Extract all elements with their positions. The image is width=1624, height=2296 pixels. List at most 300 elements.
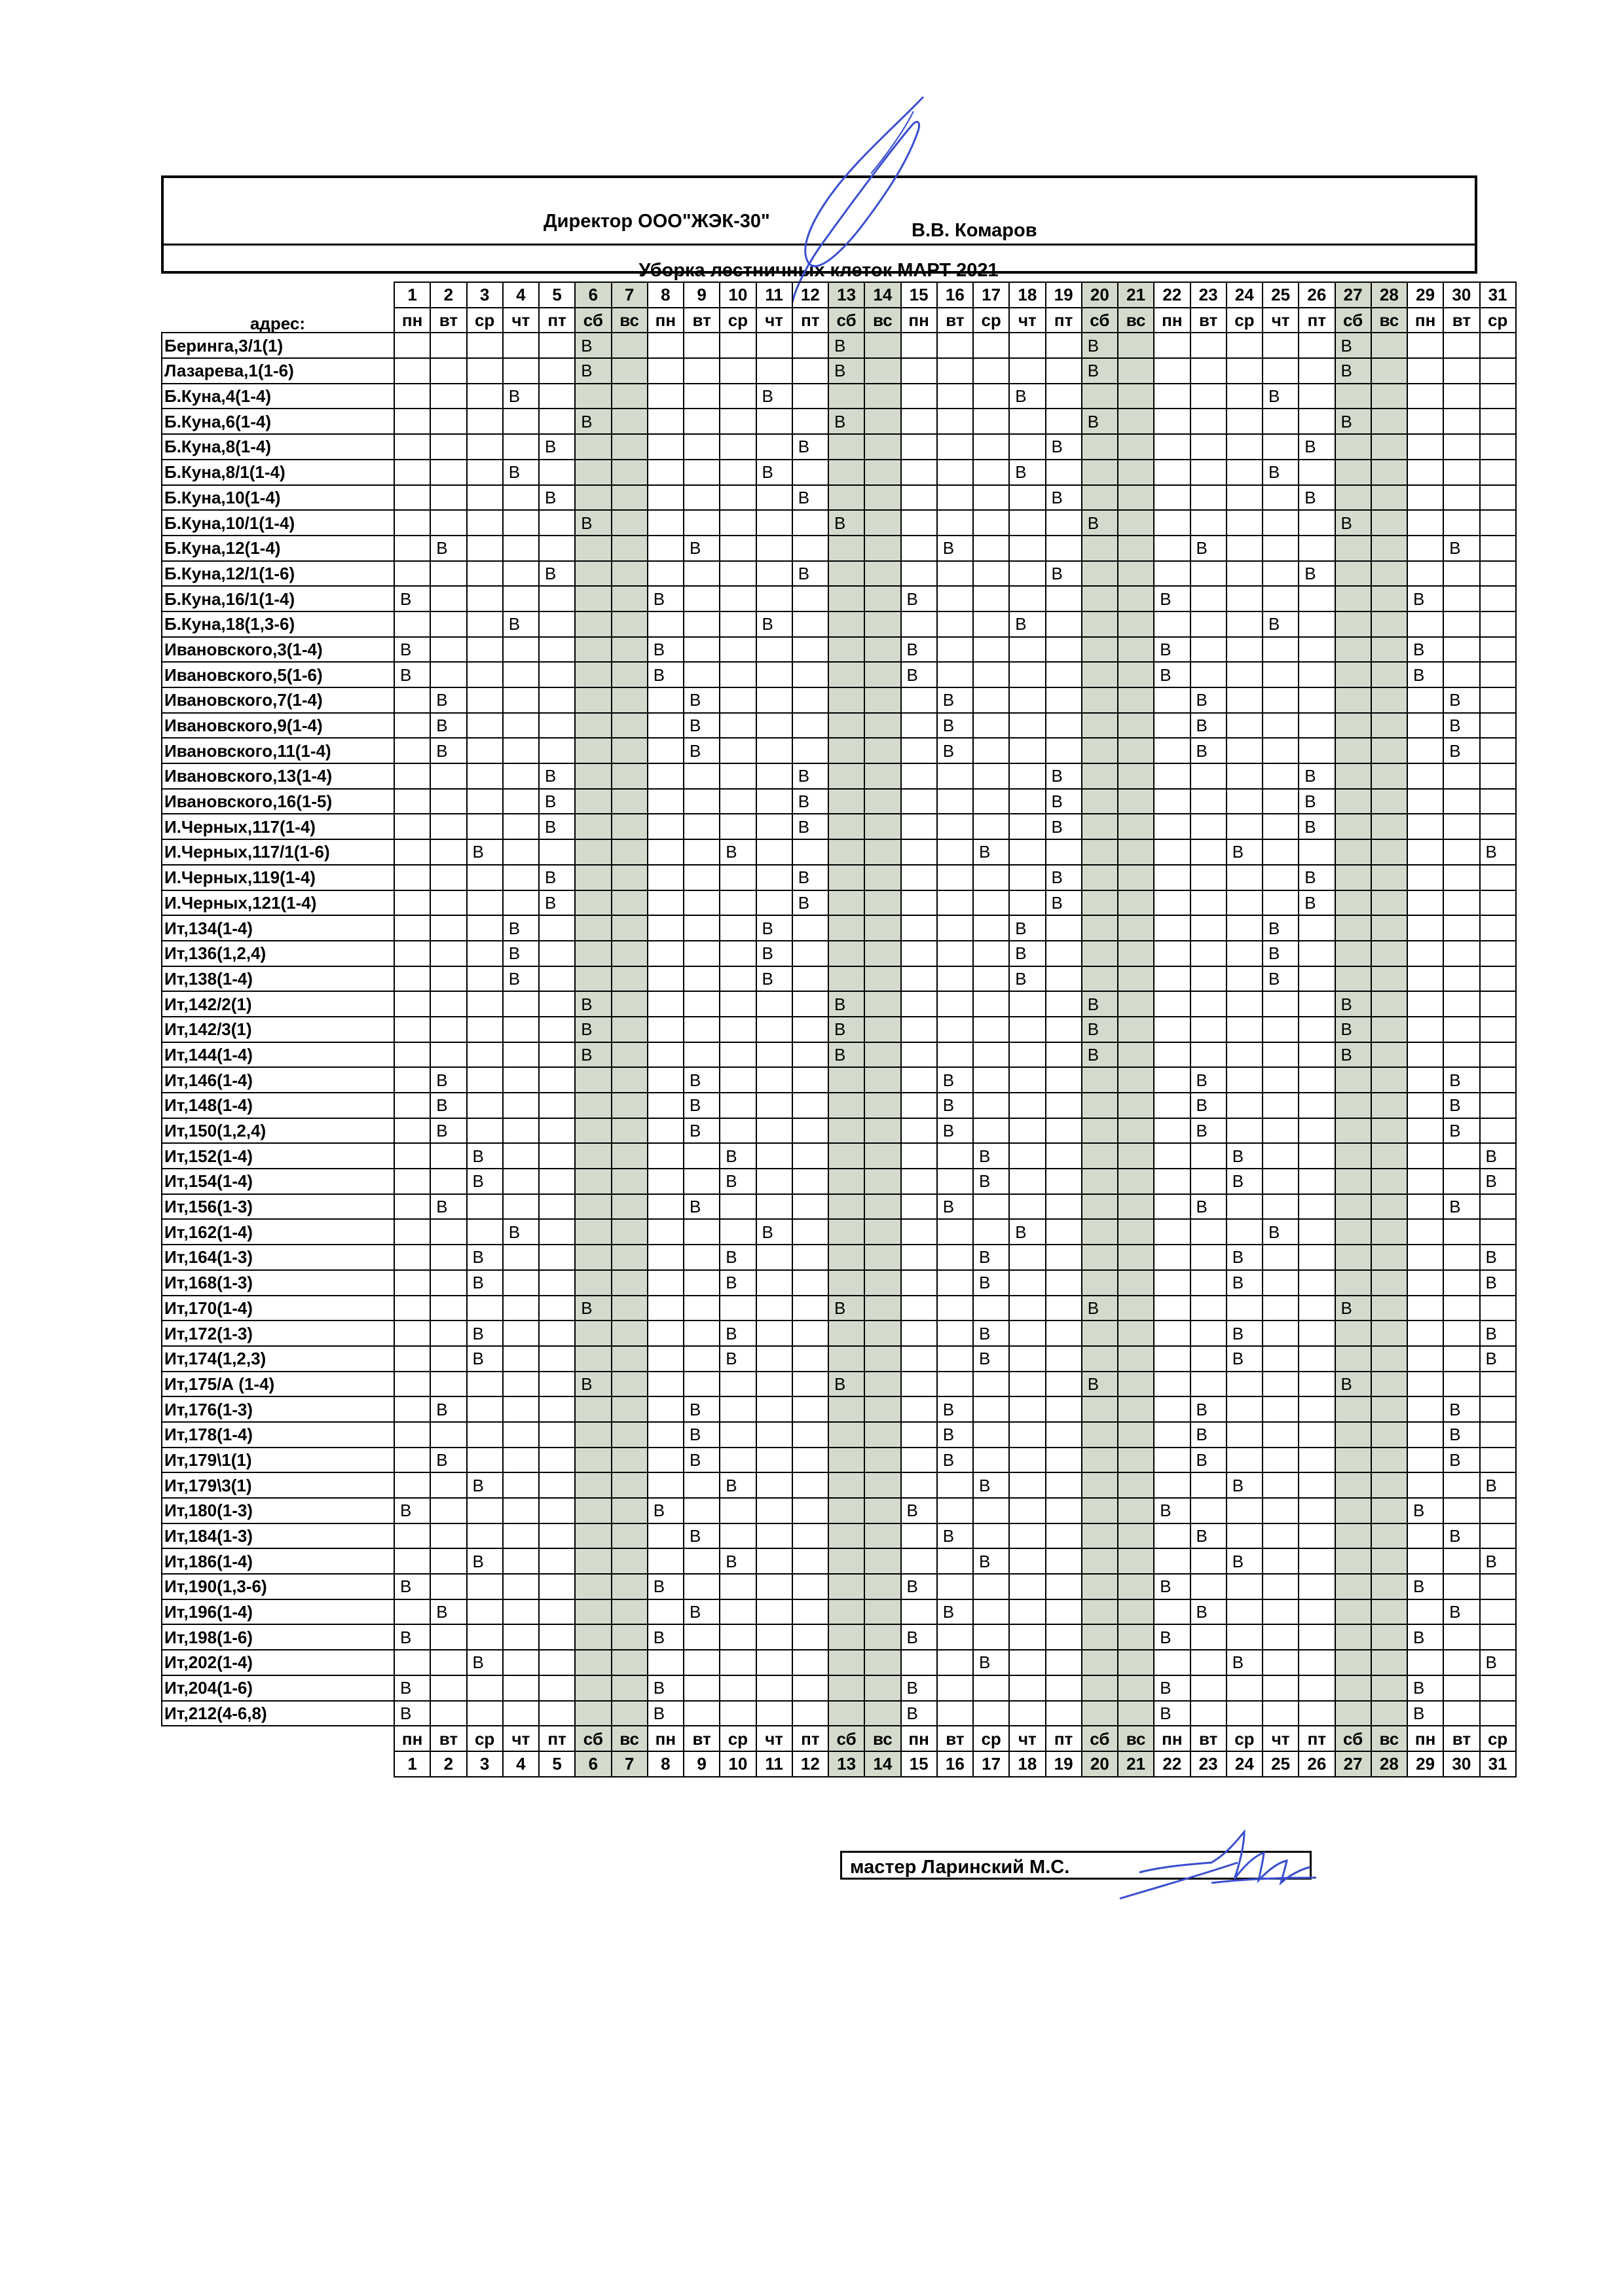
day-cell xyxy=(1046,1498,1082,1523)
day-cell xyxy=(394,1296,430,1321)
day-cell xyxy=(973,1396,1009,1422)
day-cell xyxy=(575,1675,611,1701)
footer-weekday-row-cell: пт xyxy=(792,1726,828,1751)
cleaning-mark: В xyxy=(1299,485,1335,511)
day-cell xyxy=(684,1017,720,1042)
day-cell xyxy=(1371,1042,1407,1068)
day-cell xyxy=(1335,1346,1371,1372)
day-cell xyxy=(792,1448,828,1473)
day-cell xyxy=(612,1498,648,1523)
day-cell xyxy=(1335,1194,1371,1220)
table-row xyxy=(162,662,1516,687)
cleaning-mark: В xyxy=(756,915,792,941)
day-cell xyxy=(1263,510,1299,536)
day-cell xyxy=(792,1067,828,1093)
day-cell xyxy=(1009,1118,1045,1144)
day-cell xyxy=(1190,1296,1227,1321)
day-cell xyxy=(828,1548,864,1574)
cleaning-mark: В xyxy=(937,1599,973,1625)
day-cell xyxy=(648,1194,684,1220)
day-cell xyxy=(648,1422,684,1448)
footer-blank xyxy=(162,1751,394,1777)
day-cell xyxy=(1082,1675,1118,1701)
day-cell xyxy=(575,1396,611,1422)
day-cell xyxy=(756,1194,792,1220)
cleaning-mark: В xyxy=(792,561,828,587)
day-cell xyxy=(1335,1422,1371,1448)
weekday-row-cell: пн xyxy=(648,308,684,333)
day-cell xyxy=(539,941,575,966)
day-cell xyxy=(1046,1194,1082,1220)
cleaning-mark: В xyxy=(1009,915,1045,941)
day-cell xyxy=(973,1701,1009,1726)
day-cell xyxy=(1227,966,1263,992)
day-cell xyxy=(1480,1396,1516,1422)
day-cell xyxy=(503,1650,539,1675)
day-cell xyxy=(503,763,539,789)
cleaning-mark: В xyxy=(467,1143,503,1169)
day-cell xyxy=(1371,1118,1407,1144)
cleaning-mark: В xyxy=(467,839,503,865)
cleaning-mark: В xyxy=(684,1118,720,1144)
day-cell xyxy=(1335,1574,1371,1599)
day-cell xyxy=(648,865,684,890)
cleaning-mark: В xyxy=(467,1346,503,1372)
day-cell xyxy=(575,890,611,916)
day-cell xyxy=(1190,637,1227,663)
cleaning-mark: В xyxy=(430,713,466,738)
day-cell xyxy=(1371,611,1407,637)
day-cell xyxy=(1335,384,1371,409)
day-cell xyxy=(1443,991,1479,1017)
day-cell xyxy=(864,1042,900,1068)
day-cell xyxy=(1046,1599,1082,1625)
day-cell xyxy=(720,611,756,637)
day-cell xyxy=(575,561,611,587)
day-cell xyxy=(1082,1143,1118,1169)
cleaning-mark: В xyxy=(1190,1448,1227,1473)
cleaning-mark: В xyxy=(1154,1675,1190,1701)
day-cell xyxy=(1046,358,1082,384)
day-cell xyxy=(864,1599,900,1625)
footer-day-number-row-cell: 22 xyxy=(1154,1751,1190,1777)
cleaning-mark: В xyxy=(828,510,864,536)
weekday-row-cell: пт xyxy=(539,308,575,333)
day-cell xyxy=(1480,384,1516,409)
day-cell xyxy=(684,814,720,839)
day-cell xyxy=(1118,865,1154,890)
day-cell xyxy=(901,1321,937,1346)
cleaning-mark: В xyxy=(684,536,720,561)
footer-day-number-row-cell: 3 xyxy=(467,1751,503,1777)
day-cell xyxy=(1299,1245,1335,1270)
day-cell xyxy=(684,434,720,460)
day-cell xyxy=(612,586,648,611)
day-cell xyxy=(1443,1472,1479,1498)
day-cell xyxy=(648,915,684,941)
day-cell xyxy=(937,1675,973,1701)
day-cell xyxy=(792,738,828,763)
day-cell xyxy=(901,890,937,916)
weekday-row-cell: пт xyxy=(1299,308,1335,333)
day-cell xyxy=(467,789,503,814)
day-cell xyxy=(1299,611,1335,637)
day-cell xyxy=(430,1624,466,1650)
cleaning-mark: В xyxy=(394,1675,430,1701)
cleaning-mark: В xyxy=(1190,1599,1227,1625)
footer-weekday-row-cell: чт xyxy=(756,1726,792,1751)
day-cell xyxy=(720,1017,756,1042)
day-cell xyxy=(1407,738,1443,763)
day-number-row-cell: 2 xyxy=(430,282,466,308)
day-cell xyxy=(430,1346,466,1372)
day-cell xyxy=(1335,586,1371,611)
cleaning-mark: В xyxy=(684,1396,720,1422)
day-cell xyxy=(756,637,792,663)
cleaning-mark: В xyxy=(1480,1472,1516,1498)
day-cell xyxy=(430,991,466,1017)
day-cell xyxy=(720,991,756,1017)
day-cell xyxy=(1299,1472,1335,1498)
cleaning-mark: В xyxy=(1299,561,1335,587)
day-cell xyxy=(503,1169,539,1194)
day-cell xyxy=(575,1650,611,1675)
table-row xyxy=(162,510,1516,536)
table-row xyxy=(162,586,1516,611)
day-cell xyxy=(901,1194,937,1220)
day-cell xyxy=(901,839,937,865)
weekday-row-cell: ср xyxy=(720,308,756,333)
day-cell xyxy=(720,561,756,587)
day-cell xyxy=(467,1219,503,1245)
day-cell xyxy=(901,713,937,738)
day-cell xyxy=(1227,789,1263,814)
day-cell xyxy=(539,1624,575,1650)
day-cell xyxy=(467,1118,503,1144)
cleaning-mark: В xyxy=(539,561,575,587)
day-cell xyxy=(937,1245,973,1270)
day-cell xyxy=(648,384,684,409)
cleaning-mark: В xyxy=(539,890,575,916)
cleaning-mark: В xyxy=(901,1624,937,1650)
day-cell xyxy=(973,1599,1009,1625)
table-row xyxy=(162,1396,1516,1422)
day-cell xyxy=(1082,941,1118,966)
day-cell xyxy=(612,1448,648,1473)
day-cell xyxy=(901,1372,937,1397)
cleaning-mark: В xyxy=(1443,1118,1479,1144)
day-cell xyxy=(1480,536,1516,561)
day-cell xyxy=(973,1118,1009,1144)
day-cell xyxy=(1371,1067,1407,1093)
day-cell xyxy=(575,637,611,663)
day-cell xyxy=(1480,434,1516,460)
day-cell xyxy=(756,1143,792,1169)
weekday-row-cell: сб xyxy=(575,308,611,333)
day-cell xyxy=(612,1574,648,1599)
day-cell xyxy=(1154,1169,1190,1194)
day-cell xyxy=(648,1093,684,1118)
address-cell: Ит,174(1,2,3) xyxy=(162,1346,394,1372)
day-cell xyxy=(575,434,611,460)
day-cell xyxy=(539,384,575,409)
day-cell xyxy=(1263,814,1299,839)
day-cell xyxy=(720,1498,756,1523)
cleaning-mark: В xyxy=(937,1523,973,1549)
cleaning-mark: В xyxy=(430,738,466,763)
day-cell xyxy=(539,687,575,713)
day-cell xyxy=(1118,1599,1154,1625)
day-cell xyxy=(901,763,937,789)
day-cell xyxy=(828,1422,864,1448)
day-cell xyxy=(1407,1472,1443,1498)
day-cell xyxy=(612,738,648,763)
footer-weekday-row-cell: вс xyxy=(612,1726,648,1751)
day-cell xyxy=(937,561,973,587)
day-cell xyxy=(394,789,430,814)
day-cell xyxy=(1118,358,1154,384)
day-cell xyxy=(1154,1143,1190,1169)
day-cell xyxy=(1118,890,1154,916)
day-cell xyxy=(467,586,503,611)
day-number-row-cell: 7 xyxy=(612,282,648,308)
day-cell xyxy=(720,1701,756,1726)
day-cell xyxy=(1154,1523,1190,1549)
day-cell xyxy=(503,1118,539,1144)
day-cell xyxy=(684,1270,720,1296)
day-cell xyxy=(1263,586,1299,611)
day-cell xyxy=(864,1194,900,1220)
day-cell xyxy=(1154,510,1190,536)
day-cell xyxy=(1082,1523,1118,1549)
day-cell xyxy=(864,1296,900,1321)
footer-day-number-row-cell: 8 xyxy=(648,1751,684,1777)
day-cell xyxy=(539,1472,575,1498)
cleaning-mark: В xyxy=(539,763,575,789)
day-cell xyxy=(720,1372,756,1397)
day-cell xyxy=(1299,1346,1335,1372)
day-cell xyxy=(1443,1270,1479,1296)
day-cell xyxy=(864,991,900,1017)
day-cell xyxy=(1046,1548,1082,1574)
day-cell xyxy=(1009,789,1045,814)
day-cell xyxy=(828,611,864,637)
table-row xyxy=(162,1372,1516,1397)
cleaning-mark: В xyxy=(1227,1245,1263,1270)
day-cell xyxy=(1082,1396,1118,1422)
day-cell xyxy=(503,485,539,511)
day-cell xyxy=(864,409,900,434)
footer-weekday-row xyxy=(162,1726,1516,1751)
cleaning-mark: В xyxy=(1190,738,1227,763)
cleaning-mark: В xyxy=(394,637,430,663)
cleaning-mark: В xyxy=(430,687,466,713)
day-cell xyxy=(1263,1346,1299,1372)
day-cell xyxy=(430,485,466,511)
day-cell xyxy=(1443,890,1479,916)
day-cell xyxy=(864,966,900,992)
day-cell xyxy=(684,915,720,941)
day-cell xyxy=(612,1118,648,1144)
day-cell xyxy=(684,1650,720,1675)
table-row xyxy=(162,814,1516,839)
cleaning-mark: В xyxy=(648,1574,684,1599)
day-cell xyxy=(612,409,648,434)
cleaning-mark: В xyxy=(828,409,864,434)
table-row xyxy=(162,1042,1516,1068)
cleaning-mark: В xyxy=(1443,1523,1479,1549)
day-cell xyxy=(937,789,973,814)
cleaning-mark: В xyxy=(1443,713,1479,738)
day-cell xyxy=(1227,1599,1263,1625)
day-cell xyxy=(720,1118,756,1144)
cleaning-mark: В xyxy=(1299,434,1335,460)
table-row xyxy=(162,1067,1516,1093)
day-cell xyxy=(792,662,828,687)
day-cell xyxy=(612,1245,648,1270)
cleaning-mark: В xyxy=(648,586,684,611)
day-cell xyxy=(684,510,720,536)
footer-weekday-row-cell: ср xyxy=(720,1726,756,1751)
cleaning-mark: В xyxy=(1443,1194,1479,1220)
day-cell xyxy=(864,1118,900,1144)
day-cell xyxy=(539,839,575,865)
day-cell xyxy=(394,687,430,713)
cleaning-mark: В xyxy=(430,1093,466,1118)
day-cell xyxy=(1118,814,1154,839)
day-cell xyxy=(756,561,792,587)
day-cell xyxy=(1480,611,1516,637)
day-cell xyxy=(684,890,720,916)
day-cell xyxy=(648,1448,684,1473)
day-cell xyxy=(1227,1093,1263,1118)
day-cell xyxy=(864,789,900,814)
day-cell xyxy=(575,1270,611,1296)
cleaning-mark: В xyxy=(503,460,539,485)
day-cell xyxy=(1263,1042,1299,1068)
day-cell xyxy=(1407,1296,1443,1321)
day-cell xyxy=(1263,1701,1299,1726)
day-cell xyxy=(612,1372,648,1397)
day-cell xyxy=(1480,1296,1516,1321)
day-cell xyxy=(503,358,539,384)
table-row xyxy=(162,991,1516,1017)
address-cell: Ит,179\3(1) xyxy=(162,1472,394,1498)
day-cell xyxy=(1335,611,1371,637)
day-cell xyxy=(1407,1650,1443,1675)
day-cell xyxy=(1480,1574,1516,1599)
day-cell xyxy=(1263,409,1299,434)
day-cell xyxy=(937,1624,973,1650)
day-cell xyxy=(430,1270,466,1296)
cleaning-mark: В xyxy=(828,1042,864,1068)
cleaning-mark: В xyxy=(394,662,430,687)
day-cell xyxy=(1009,485,1045,511)
footer-weekday-row-cell: пт xyxy=(1046,1726,1082,1751)
cleaning-mark: В xyxy=(1190,1523,1227,1549)
cleaning-mark: В xyxy=(1082,358,1118,384)
day-cell xyxy=(1082,1118,1118,1144)
day-cell xyxy=(503,865,539,890)
cleaning-mark: В xyxy=(901,586,937,611)
day-cell xyxy=(973,1194,1009,1220)
day-cell xyxy=(1263,865,1299,890)
day-cell xyxy=(828,1270,864,1296)
day-cell xyxy=(973,1296,1009,1321)
day-cell xyxy=(1046,1346,1082,1372)
day-cell xyxy=(467,865,503,890)
day-cell xyxy=(1480,966,1516,992)
footer-weekday-row-cell: вс xyxy=(864,1726,900,1751)
table-row xyxy=(162,1599,1516,1625)
day-cell xyxy=(503,662,539,687)
weekday-row-cell: вт xyxy=(937,308,973,333)
day-cell xyxy=(1154,1219,1190,1245)
cleaning-mark: В xyxy=(1335,358,1371,384)
day-cell xyxy=(430,1296,466,1321)
day-cell xyxy=(1443,915,1479,941)
day-cell xyxy=(1227,1523,1263,1549)
day-cell xyxy=(1407,839,1443,865)
day-cell xyxy=(1227,738,1263,763)
day-cell xyxy=(1118,1372,1154,1397)
day-cell xyxy=(648,1017,684,1042)
day-cell xyxy=(901,814,937,839)
day-cell xyxy=(1154,1321,1190,1346)
day-cell xyxy=(937,890,973,916)
day-cell xyxy=(864,1245,900,1270)
day-cell xyxy=(394,1194,430,1220)
day-cell xyxy=(539,1701,575,1726)
table-row xyxy=(162,1194,1516,1220)
cleaning-mark: В xyxy=(1190,1396,1227,1422)
day-cell xyxy=(1227,1498,1263,1523)
day-cell xyxy=(1082,637,1118,663)
day-cell xyxy=(503,586,539,611)
cleaning-mark: В xyxy=(1009,460,1045,485)
day-cell xyxy=(756,536,792,561)
address-cell: Ит,164(1-3) xyxy=(162,1245,394,1270)
day-cell xyxy=(467,1422,503,1448)
day-cell xyxy=(1263,713,1299,738)
day-cell xyxy=(539,1448,575,1473)
day-cell xyxy=(1407,1169,1443,1194)
day-cell xyxy=(1154,1093,1190,1118)
day-cell xyxy=(1443,662,1479,687)
day-cell xyxy=(648,333,684,358)
day-cell xyxy=(756,1599,792,1625)
day-cell xyxy=(792,991,828,1017)
day-cell xyxy=(1443,611,1479,637)
day-cell xyxy=(1480,1372,1516,1397)
day-cell xyxy=(756,1650,792,1675)
day-cell xyxy=(1118,1448,1154,1473)
day-cell xyxy=(901,409,937,434)
day-cell xyxy=(937,1143,973,1169)
cleaning-mark: В xyxy=(430,1118,466,1144)
day-cell xyxy=(575,1169,611,1194)
day-cell xyxy=(1480,1599,1516,1625)
day-cell xyxy=(612,966,648,992)
day-cell xyxy=(1443,1017,1479,1042)
day-cell xyxy=(648,814,684,839)
day-cell xyxy=(1118,1017,1154,1042)
day-cell xyxy=(1009,1498,1045,1523)
day-cell xyxy=(1443,358,1479,384)
day-cell xyxy=(648,991,684,1017)
day-cell xyxy=(792,384,828,409)
day-cell xyxy=(1118,409,1154,434)
